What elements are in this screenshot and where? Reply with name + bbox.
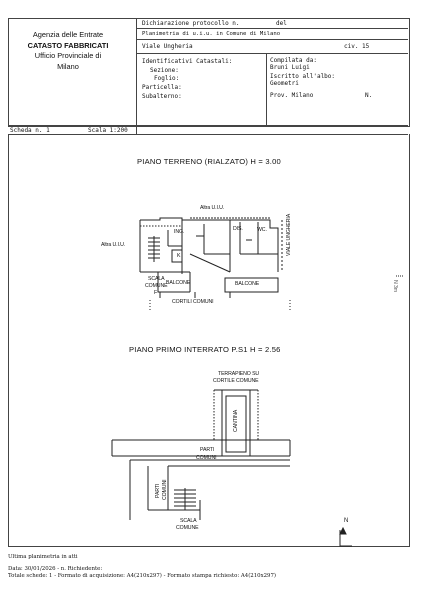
plan2-title: PIANO PRIMO INTERRATO P.S1 H = 2.56	[129, 345, 281, 354]
particella-label: Particella:	[142, 84, 182, 91]
protocol-label: Dichiarazione protocollo n.	[142, 20, 240, 27]
catasto-title: CATASTO FABBRICATI	[27, 40, 109, 50]
iscritto-label: Iscritto all'albo:	[270, 73, 336, 80]
comune-label-2: COMUNE	[176, 525, 199, 531]
street-name: Viale Ungheria	[142, 43, 193, 50]
comuni-vertical: COMUNI	[162, 479, 168, 500]
foglio-label: Foglio:	[154, 75, 180, 82]
ident-title: Identificativi Catastali:	[142, 58, 233, 65]
comuni-label: COMUNI	[196, 455, 217, 461]
cantina-label: CANTINA	[233, 409, 239, 432]
terrapieno-2: CORTILE COMUNE	[213, 378, 259, 384]
wc-label: WC.	[257, 227, 267, 233]
compilata-label: Compilata da:	[270, 57, 317, 64]
n-label: N.	[365, 92, 373, 99]
viale-label: VIALE UNGHERIA	[286, 213, 292, 256]
footer-line-3: Totale schede: 1 - Formato di acquisizione: A4(210x297) - Formato stampa richiesto: A4(210x297)	[8, 573, 277, 579]
albo-name: Geometri	[270, 80, 299, 87]
planimetry-label: Planimetria di u.i.u. in Comune di Milano	[142, 31, 281, 37]
scala-comune-3: F	[154, 290, 158, 296]
k-label: K	[177, 253, 181, 259]
scheda-label: Scheda n. 1	[10, 127, 50, 134]
parti-vertical: PARTI	[155, 483, 161, 498]
prov-label: Prov. Milano	[270, 92, 314, 99]
agency-name: Agenzia delle Entrate	[32, 30, 104, 39]
scala-label-2: SCALA	[180, 518, 197, 524]
altra-uiu-left: Altra U.I.U.	[101, 242, 126, 248]
scala-comune-2: COMUNE	[145, 283, 168, 289]
footer-line-2: Data: 30/01/2026 - n. Richiedente:	[8, 566, 103, 572]
north-label: N	[344, 518, 349, 524]
office-city: Milano	[57, 61, 79, 71]
dis-label: DIS.	[233, 226, 243, 232]
footer-line-1: Ultima planimetria in atti	[8, 554, 78, 560]
protocol-date-label: del	[276, 20, 287, 27]
scala-comune-1: SCALA	[148, 276, 165, 282]
terrapieno-1: TERRAPIENO SU	[218, 371, 260, 377]
scala-label: Scala 1:200	[88, 127, 128, 134]
office-label: Ufficio Provinciale di	[34, 51, 102, 60]
subalterno-label: Subalterno:	[142, 93, 182, 100]
plan1-title: PIANO TERRENO (RIALZATO) H = 3.00	[137, 157, 281, 166]
cortili-label: CORTILI COMUNI	[172, 299, 214, 305]
compiler-name: Bruni Luigi	[270, 64, 310, 71]
side-mark: N 3m	[392, 280, 398, 292]
parti-label: PARTI	[200, 447, 215, 453]
ing-label: ING.	[174, 229, 185, 235]
sezione-label: Sezione:	[150, 67, 179, 74]
balcone-label-1: BALCONE	[166, 280, 191, 286]
civic-number: civ. 15	[344, 43, 370, 50]
altra-uiu-top: Altra U.I.U.	[200, 205, 225, 211]
balcone-label-2: BALCONE	[235, 281, 260, 287]
